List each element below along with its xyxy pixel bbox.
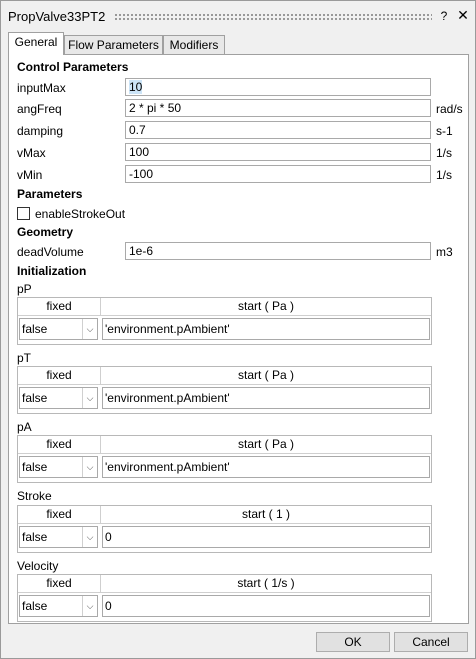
- label-pa: pA: [17, 420, 32, 434]
- label-damping: damping: [17, 124, 64, 138]
- label-vmax: vMax: [17, 146, 46, 160]
- column-header-fixed: fixed: [18, 575, 101, 593]
- section-geometry: Geometry: [17, 225, 74, 239]
- ok-button[interactable]: [316, 632, 390, 652]
- start-value: 'environment.pAmbient': [105, 460, 230, 474]
- column-header-fixed: fixed: [18, 436, 101, 454]
- section-parameters: Parameters: [17, 187, 83, 201]
- start-field[interactable]: [102, 387, 430, 409]
- start-value: 0: [105, 530, 112, 544]
- column-header-start: start ( 1/s ): [101, 575, 431, 593]
- label-deadvolume: deadVolume: [17, 245, 84, 259]
- chevron-down-icon[interactable]: ⌵: [82, 457, 97, 477]
- unit-vmin: 1/s: [436, 168, 453, 182]
- init-table-pp: [17, 297, 432, 345]
- damping-field[interactable]: 0.7: [125, 121, 431, 139]
- start-value: 'environment.pAmbient': [105, 322, 230, 336]
- start-field[interactable]: [102, 526, 430, 548]
- drag-grip[interactable]: [114, 13, 432, 22]
- init-table-stroke: [17, 505, 432, 553]
- start-value: 'environment.pAmbient': [105, 391, 230, 405]
- label-velocity: Velocity: [17, 559, 59, 573]
- window-title: PropValve33PT2: [8, 9, 106, 24]
- tab-label: General: [14, 35, 58, 49]
- tab-general[interactable]: [8, 32, 64, 55]
- chevron-down-icon[interactable]: ⌵: [82, 596, 97, 616]
- fixed-value: false: [22, 322, 48, 336]
- tab-modifiers[interactable]: [163, 35, 225, 54]
- unit-vmax: 1/s: [436, 146, 453, 160]
- init-table-pa: [17, 435, 432, 483]
- unit-deadvolume: m3: [436, 245, 453, 259]
- title-bar[interactable]: [1, 1, 475, 31]
- start-field[interactable]: [102, 318, 430, 340]
- start-field[interactable]: [102, 595, 430, 617]
- fixed-select[interactable]: [19, 595, 98, 617]
- deadvolume-field[interactable]: 1e-6: [125, 242, 431, 260]
- unit-damping: s-1: [436, 124, 453, 138]
- start-value: 0: [105, 599, 112, 613]
- column-header-fixed: fixed: [18, 367, 101, 385]
- section-initialization: Initialization: [17, 264, 87, 278]
- column-header-start: start ( Pa ): [101, 367, 431, 385]
- fixed-select[interactable]: [19, 318, 98, 340]
- fixed-select[interactable]: [19, 387, 98, 409]
- fixed-value: false: [22, 460, 48, 474]
- column-header-fixed: fixed: [18, 298, 101, 316]
- chevron-down-icon[interactable]: ⌵: [82, 527, 97, 547]
- chevron-down-icon[interactable]: ⌵: [82, 388, 97, 408]
- angfreq-field[interactable]: 2 * pi * 50: [125, 99, 431, 117]
- label-angfreq: angFreq: [17, 102, 62, 116]
- tab-label: Flow Parameters: [68, 38, 159, 52]
- column-header-start: start ( Pa ): [101, 436, 431, 454]
- fixed-select[interactable]: [19, 456, 98, 478]
- start-field[interactable]: [102, 456, 430, 478]
- label-pt: pT: [17, 351, 32, 365]
- fixed-value: false: [22, 599, 48, 613]
- enablestrokeout-checkbox[interactable]: [17, 207, 30, 220]
- tab-label: Modifiers: [169, 38, 219, 52]
- section-control-parameters: Control Parameters: [17, 60, 129, 74]
- cancel-button-label: Cancel: [412, 635, 450, 649]
- chevron-down-icon[interactable]: ⌵: [82, 319, 97, 339]
- help-icon[interactable]: ?: [440, 9, 448, 23]
- column-header-start: start ( Pa ): [101, 298, 431, 316]
- inputmax-value: 10: [129, 80, 143, 94]
- fixed-value: false: [22, 391, 48, 405]
- column-header-start: start ( 1 ): [101, 506, 431, 524]
- vmax-field[interactable]: 100: [125, 143, 431, 161]
- init-table-pt: [17, 366, 432, 414]
- label-enablestrokeout: enableStrokeOut: [35, 207, 126, 221]
- fixed-value: false: [22, 530, 48, 544]
- tab-flow-parameters[interactable]: [64, 35, 163, 54]
- inputmax-field[interactable]: [125, 78, 431, 96]
- unit-angfreq: rad/s: [436, 102, 463, 116]
- label-stroke: Stroke: [17, 489, 52, 503]
- label-vmin: vMin: [17, 168, 43, 182]
- close-icon[interactable]: ✕: [457, 7, 469, 23]
- fixed-select[interactable]: [19, 526, 98, 548]
- init-table-velocity: [17, 574, 432, 622]
- ok-button-label: OK: [344, 635, 362, 649]
- vmin-field[interactable]: -100: [125, 165, 431, 183]
- label-inputmax: inputMax: [17, 81, 66, 95]
- cancel-button[interactable]: [394, 632, 468, 652]
- label-pp: pP: [17, 282, 32, 296]
- column-header-fixed: fixed: [18, 506, 101, 524]
